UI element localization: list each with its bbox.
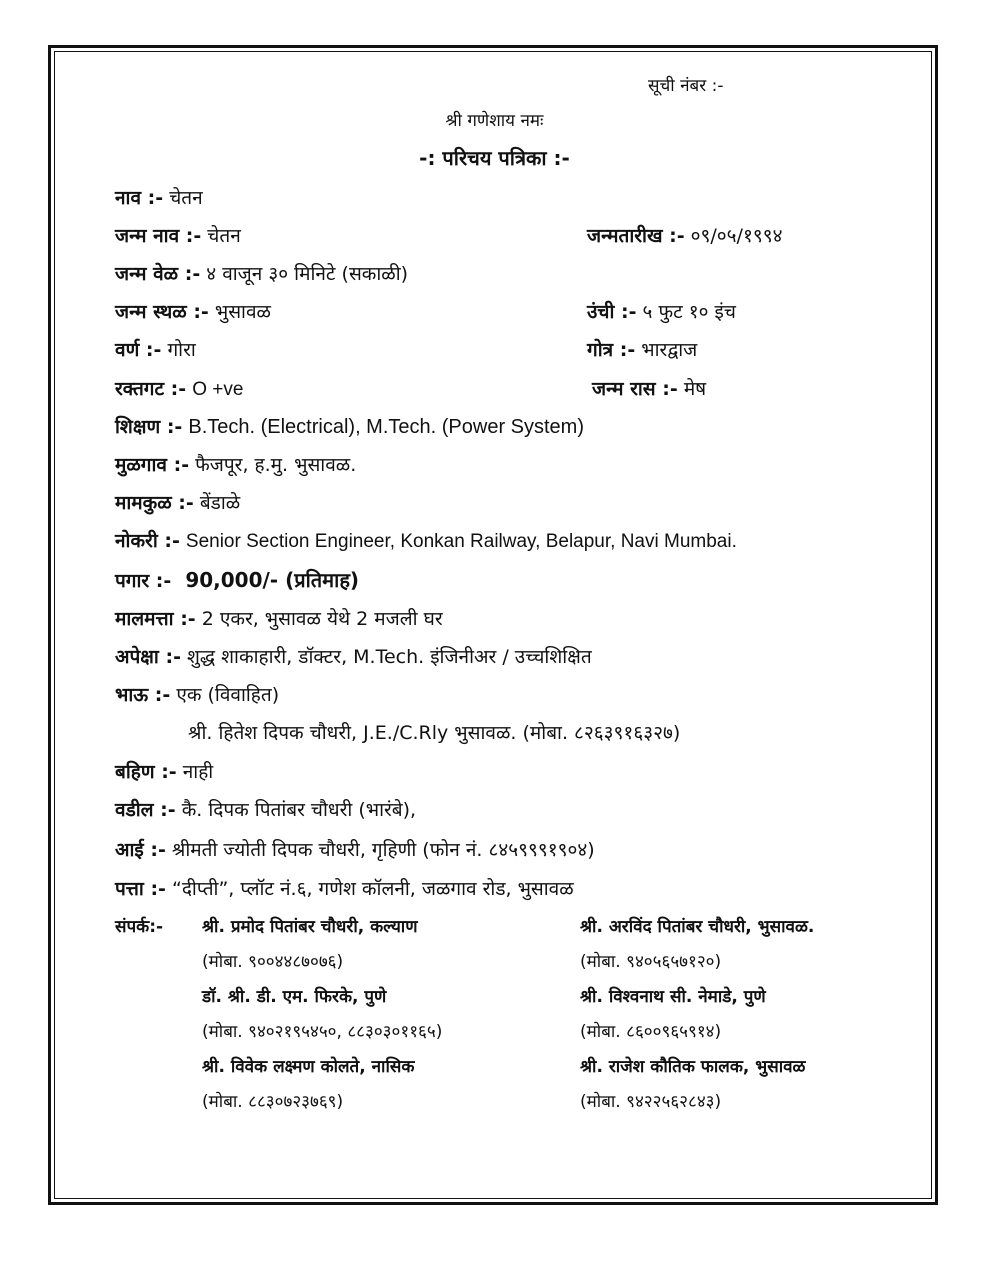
field-value: ४ वाजून ३० मिनिटे (सकाळी) [206, 263, 409, 285]
field-label: वर्ण :- [115, 339, 162, 361]
field-birth-place [115, 300, 271, 324]
field-height [587, 300, 736, 324]
field-rashi [592, 377, 706, 401]
field-value: भुसावळ [214, 301, 271, 323]
contact-name: श्री. विश्वनाथ सी. नेमाडे, पुणे [580, 987, 766, 1007]
field-value: बेंडाळे [199, 492, 241, 514]
field-blood-group [115, 377, 243, 402]
field-label: गोत्र :- [587, 339, 636, 361]
contact-name: श्री. राजेश कौतिक फालक, भुसावळ [580, 1057, 806, 1077]
field-address [115, 877, 574, 901]
field-value: गोरा [167, 339, 196, 361]
field-sister [115, 760, 213, 784]
field-mamkul [115, 491, 240, 515]
field-value: ०९/०५/१९९४ [690, 225, 783, 247]
field-value: 90,000/- (प्रतिमाह) [185, 568, 360, 592]
field-value: शुद्ध शाकाहारी, डॉक्टर, M.Tech. इंजिनीअर / उच्चशिक्षित [187, 646, 592, 668]
field-education [115, 415, 584, 439]
field-label: जन्म रास :- [592, 378, 678, 400]
field-value: B.Tech. (Electrical), M.Tech. (Power System) [188, 416, 585, 438]
field-label: जन्म स्थळ :- [115, 301, 209, 323]
field-label: अपेक्षा :- [115, 646, 181, 668]
field-label: उंची :- [587, 301, 637, 323]
page-title: -: परिचय पत्रिका :- [419, 146, 570, 170]
contacts-label: संपर्क:- [115, 917, 164, 937]
field-label: नोकरी :- [115, 530, 180, 552]
field-value: भारद्वाज [641, 339, 698, 361]
contact-phone: (मोबा. ८६००९६५९१४) [580, 1022, 722, 1042]
field-value: कै. दिपक पितांबर चौधरी (भारंबे), [181, 799, 417, 821]
invocation: श्री गणेशाय नमः [445, 111, 544, 131]
field-label: जन्म वेळ :- [115, 263, 201, 285]
field-father [115, 798, 416, 822]
contact-phone: (मोबा. ९४०२१९५४५०, ८८३०३०११६५) [202, 1022, 443, 1042]
field-birth-name [115, 224, 241, 248]
field-dob [587, 224, 782, 248]
field-name [115, 186, 203, 210]
contact-phone: (मोबा. ९४०५६५७१२०) [580, 952, 722, 972]
field-label: बहिण :- [115, 761, 177, 783]
field-value: श्रीमती ज्योती दिपक चौधरी, गृहिणी (फोन नं. ८४५९९९१९०४) [171, 839, 595, 861]
field-job [115, 529, 737, 554]
field-value: एक (विवाहित) [176, 684, 280, 706]
field-label: मुळगाव :- [115, 454, 190, 476]
contact-phone: (मोबा. ९००४४८७०७६) [202, 952, 344, 972]
field-label: भाऊ :- [115, 684, 171, 706]
field-label: रक्तगट :- [115, 378, 187, 400]
field-complexion [115, 338, 196, 362]
field-value: मेष [683, 378, 707, 400]
field-label: पत्ता :- [115, 878, 166, 900]
field-value: Senior Section Engineer, Konkan Railway, Belapur, Navi Mumbai. [185, 531, 737, 552]
field-value: 2 एकर, भुसावळ येथे 2 मजली घर [201, 608, 443, 630]
field-property [115, 607, 443, 631]
field-brother [115, 683, 279, 707]
contact-name: श्री. प्रमोद पितांबर चौधरी, कल्याण [202, 917, 418, 937]
brother-detail: श्री. हितेश दिपक चौधरी, J.E./C.Rly भुसावळ. (मोबा. ८२६३९१६३२७) [188, 722, 681, 744]
field-gotra [587, 338, 697, 362]
field-label: नाव :- [115, 187, 164, 209]
contact-phone: (मोबा. ८८३०७२३७६९) [202, 1092, 344, 1112]
field-value: चेतन [169, 187, 203, 209]
field-label: पगार :- [115, 570, 172, 592]
contact-phone: (मोबा. ९४२२५६२८४३) [580, 1092, 722, 1112]
field-label: शिक्षण :- [115, 416, 183, 438]
field-value: नाही [182, 761, 214, 783]
field-label: मामकुळ :- [115, 492, 194, 514]
contact-name: श्री. विवेक लक्ष्मण कोलते, नासिक [202, 1057, 415, 1077]
field-value: “दीप्ती”, प्लॉट नं.६, गणेश कॉलनी, जळगाव रोड, भुसावळ [172, 878, 574, 900]
field-native-place [115, 453, 356, 477]
contact-name: डॉ. श्री. डी. एम. फिरके, पुणे [202, 987, 387, 1007]
field-label: वडील :- [115, 799, 176, 821]
contact-name: श्री. अरविंद पितांबर चौधरी, भुसावळ. [580, 917, 815, 937]
field-mother [115, 838, 595, 862]
field-label: आई :- [115, 839, 166, 861]
field-label: मालमत्ता :- [115, 608, 196, 630]
field-value: O +ve [192, 379, 244, 400]
field-label: जन्म नाव :- [115, 225, 202, 247]
field-value: फैजपूर, ह.मु. भुसावळ. [195, 454, 357, 476]
field-value: चेतन [207, 225, 241, 247]
field-birth-time [115, 262, 408, 286]
field-value: ५ फुट १० इंच [642, 301, 736, 323]
field-label: जन्मतारीख :- [587, 225, 685, 247]
serial-number-label: सूची नंबर :- [648, 76, 724, 96]
field-salary [115, 568, 359, 593]
field-expectation [115, 645, 592, 669]
